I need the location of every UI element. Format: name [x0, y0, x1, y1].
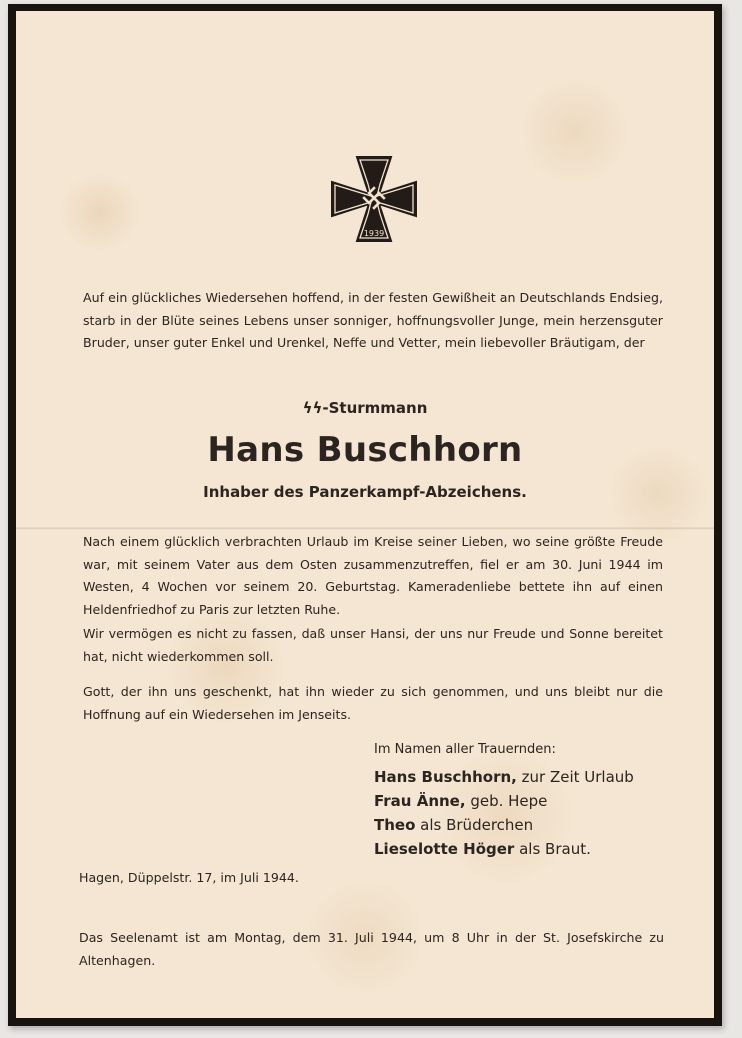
deceased-name: Hans Buschhorn — [207, 430, 523, 470]
mourner-row — [374, 813, 634, 837]
rank-title: ϟϟ-Sturmmann — [302, 399, 428, 417]
mourner-row — [374, 837, 634, 861]
mourner-relation: als Braut. — [514, 840, 591, 858]
paragraph-grief: Wir vermögen es nicht zu fassen, daß unser Hansi, der uns nur Freude und Sonne bereitet hat, nicht wiederkommen soll. — [83, 626, 663, 664]
mourning-card — [16, 11, 714, 1018]
place-date: Hagen, Düppelstr. 17, im Juli 1944. — [79, 870, 299, 885]
mourner-relation: als Brüderchen — [415, 816, 534, 834]
intro-text: Auf ein glückliches Wiedersehen hoffend, in der festen Gewißheit an Deutschlands Endsieg, starb in der Blüte seines Lebens unser sonniger, hoffnungsvoller Junge, mein herzensguter Bruder, unser guter Enkel und Urenkel, Neffe und Vetter, mein liebevoller Bräutigam, der — [83, 290, 663, 350]
mourner-name: Lieselotte Höger — [374, 840, 515, 858]
paragraph-faith: Gott, der ihn uns geschenkt, hat ihn wieder zu sich genommen, und uns bleibt nur die Hoffnung auf ein Wiedersehen im Jenseits. — [83, 684, 663, 722]
mourner-relation: geb. Hepe — [465, 792, 548, 810]
mourner-row — [374, 765, 634, 789]
funeral-notice: Das Seelenamt ist am Montag, dem 31. Juli 1944, um 8 Uhr in der St. Josefskirche zu Altenhagen. — [79, 930, 664, 968]
mourner-relation: zur Zeit Urlaub — [516, 768, 634, 786]
mourning-card-border — [8, 4, 722, 1026]
mourner-name: Theo — [374, 816, 416, 834]
mourners-block — [374, 738, 634, 861]
award-line: Inhaber des Panzerkampf-Abzeichens. — [203, 483, 527, 501]
mourners-heading: Im Namen aller Trauernden: — [374, 742, 556, 757]
mourner-name: Hans Buschhorn, — [374, 768, 517, 786]
mourner-row — [374, 789, 634, 813]
iron-cross-1939-icon — [329, 154, 419, 244]
cross-year: 1939 — [363, 229, 385, 238]
mourner-name: Frau Änne, — [374, 792, 466, 810]
paper-fold — [16, 527, 714, 530]
paragraph-death: Nach einem glücklich verbrachten Urlaub im Kreise seiner Lieben, wo seine größte Freude war, mit seinem Vater aus dem Osten zusammenzutreffen, fiel er am 30. Juni 1944 im Westen, 4 Wochen vor seinem 20. Geburtstag. Kameradenliebe bettete ihn auf einen Heldenfriedhof zu Paris zur letzten Ruhe. — [83, 534, 663, 617]
